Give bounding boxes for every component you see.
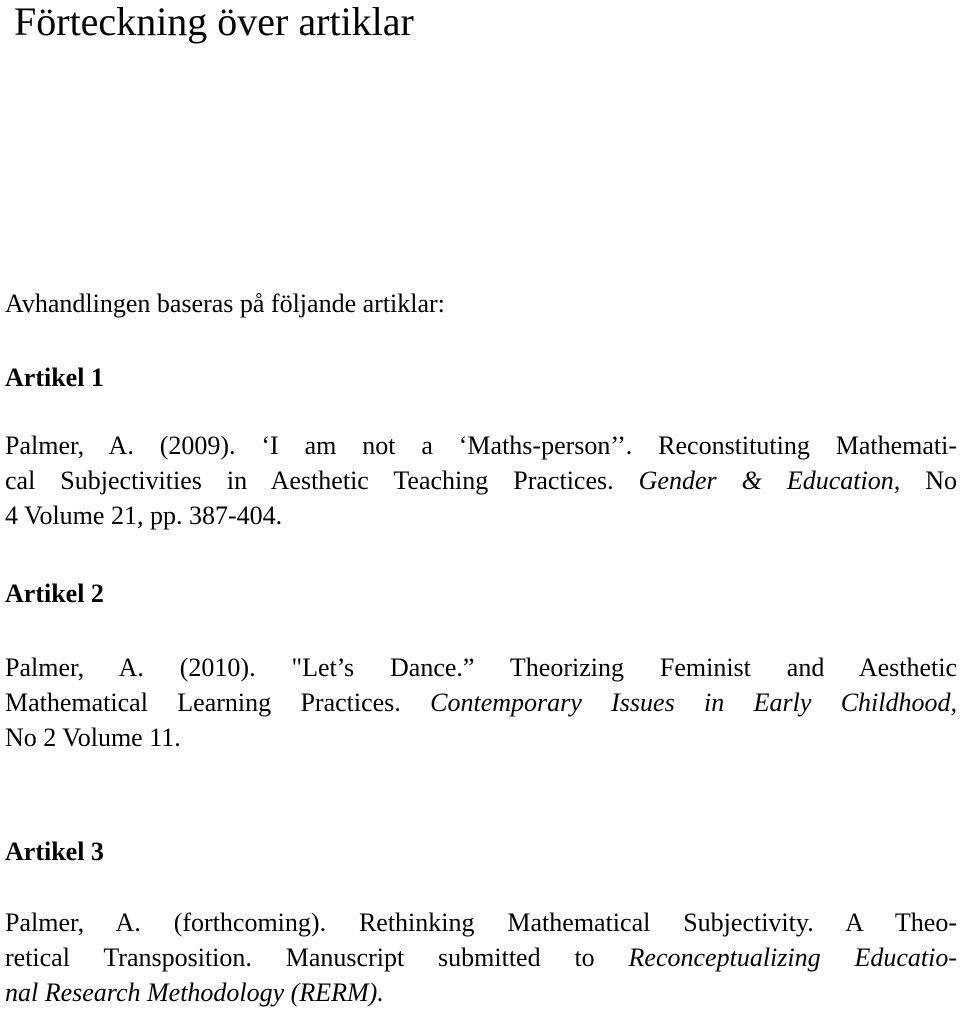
journal-title: Gender & Education, bbox=[638, 466, 901, 495]
reference-line: cal Subjectivities in Aesthetic Teaching Practices. Gender & Education, No bbox=[5, 466, 957, 495]
reference-line: Palmer, A. (forthcoming). Rethinking Mathematical Subjectivity. A Theo- bbox=[5, 908, 957, 937]
reference-line: retical Transposition. Manuscript submitted to Reconceptualizing Educatio- bbox=[5, 943, 957, 972]
reference-line: Palmer, A. (2010). "Let’s Dance.” Theorizing Feminist and Aesthetic bbox=[5, 653, 957, 682]
article-2-heading: Artikel 2 bbox=[5, 579, 104, 608]
journal-title: Reconceptualizing Educatio- bbox=[628, 943, 957, 972]
reference-line: Mathematical Learning Practices. Contemporary Issues in Early Childhood, bbox=[5, 688, 957, 717]
article-1-heading: Artikel 1 bbox=[5, 363, 104, 392]
reference-line bbox=[5, 975, 957, 1010]
article-3-heading: Artikel 3 bbox=[5, 837, 104, 866]
article-3-reference bbox=[5, 905, 957, 1010]
article-1-reference bbox=[5, 428, 957, 533]
journal-title: nal Research Methodology (RERM). bbox=[5, 978, 384, 1007]
reference-line: 4 Volume 21, pp. 387-404. bbox=[5, 501, 283, 530]
reference-line: Palmer, A. (2009). ‘I am not a ‘Maths-person’’. Reconstituting Mathemati- bbox=[5, 431, 957, 460]
intro-text: Avhandlingen baseras på följande artiklar: bbox=[5, 289, 445, 318]
page-title: Förteckning över artiklar bbox=[14, 0, 414, 44]
journal-title: Contemporary Issues in Early Childhood, bbox=[430, 688, 957, 717]
reference-line: No 2 Volume 11. bbox=[5, 723, 181, 752]
article-2-reference bbox=[5, 650, 957, 755]
